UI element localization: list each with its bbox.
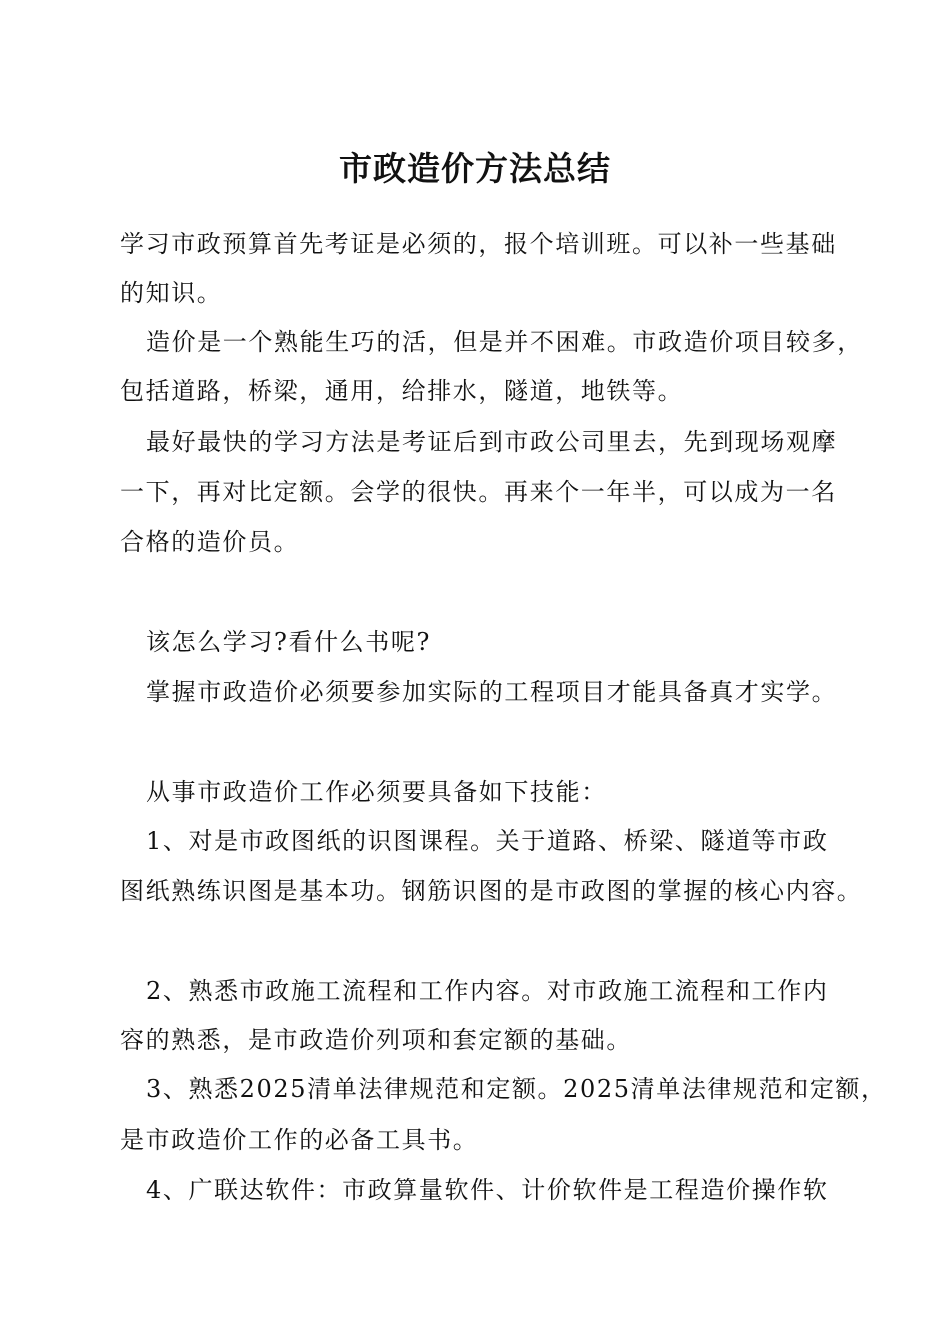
paragraph-line: 容的熟悉，是市政造价列项和套定额的基础。 bbox=[120, 1026, 632, 1054]
paragraph-line: 4、广联达软件：市政算量软件、计价软件是工程造价操作软 bbox=[146, 1176, 829, 1204]
paragraph-line: 图纸熟练识图是基本功。钢筋识图的是市政图的掌握的核心内容。 bbox=[120, 877, 863, 905]
paragraph-line: 是市政造价工作的必备工具书。 bbox=[120, 1126, 479, 1154]
paragraph-line: 1、对是市政图纸的识图课程。关于道路、桥梁、隧道等市政 bbox=[146, 827, 829, 855]
paragraph-line: 的知识。 bbox=[120, 279, 223, 307]
document-title: 市政造价方法总结 bbox=[339, 149, 611, 188]
paragraph-line: 学习市政预算首先考证是必须的，报个培训班。可以补一些基础 bbox=[120, 230, 837, 258]
paragraph-line: 2、熟悉市政施工流程和工作内容。对市政施工流程和工作内 bbox=[146, 977, 829, 1005]
paragraph-line: 一下，再对比定额。会学的很快。再来个一年半，可以成为一名 bbox=[120, 478, 837, 506]
paragraph-line: 从事市政造价工作必须要具备如下技能： bbox=[146, 778, 607, 806]
paragraph-line: 合格的造价员。 bbox=[120, 528, 300, 556]
paragraph-line: 包括道路，桥梁，通用，给排水，隧道，地铁等。 bbox=[120, 377, 684, 405]
paragraph-line: 最好最快的学习方法是考证后到市政公司里去，先到现场观摩 bbox=[146, 428, 838, 456]
paragraph-line: 3、熟悉2025清单法律规范和定额。2025清单法律规范和定额， bbox=[146, 1075, 887, 1103]
paragraph-line: 造价是一个熟能生巧的活，但是并不困难。市政造价项目较多， bbox=[146, 328, 863, 356]
paragraph-line: 掌握市政造价必须要参加实际的工程项目才能具备真才实学。 bbox=[146, 678, 838, 706]
paragraph-line: 该怎么学习?看什么书呢? bbox=[146, 628, 431, 656]
